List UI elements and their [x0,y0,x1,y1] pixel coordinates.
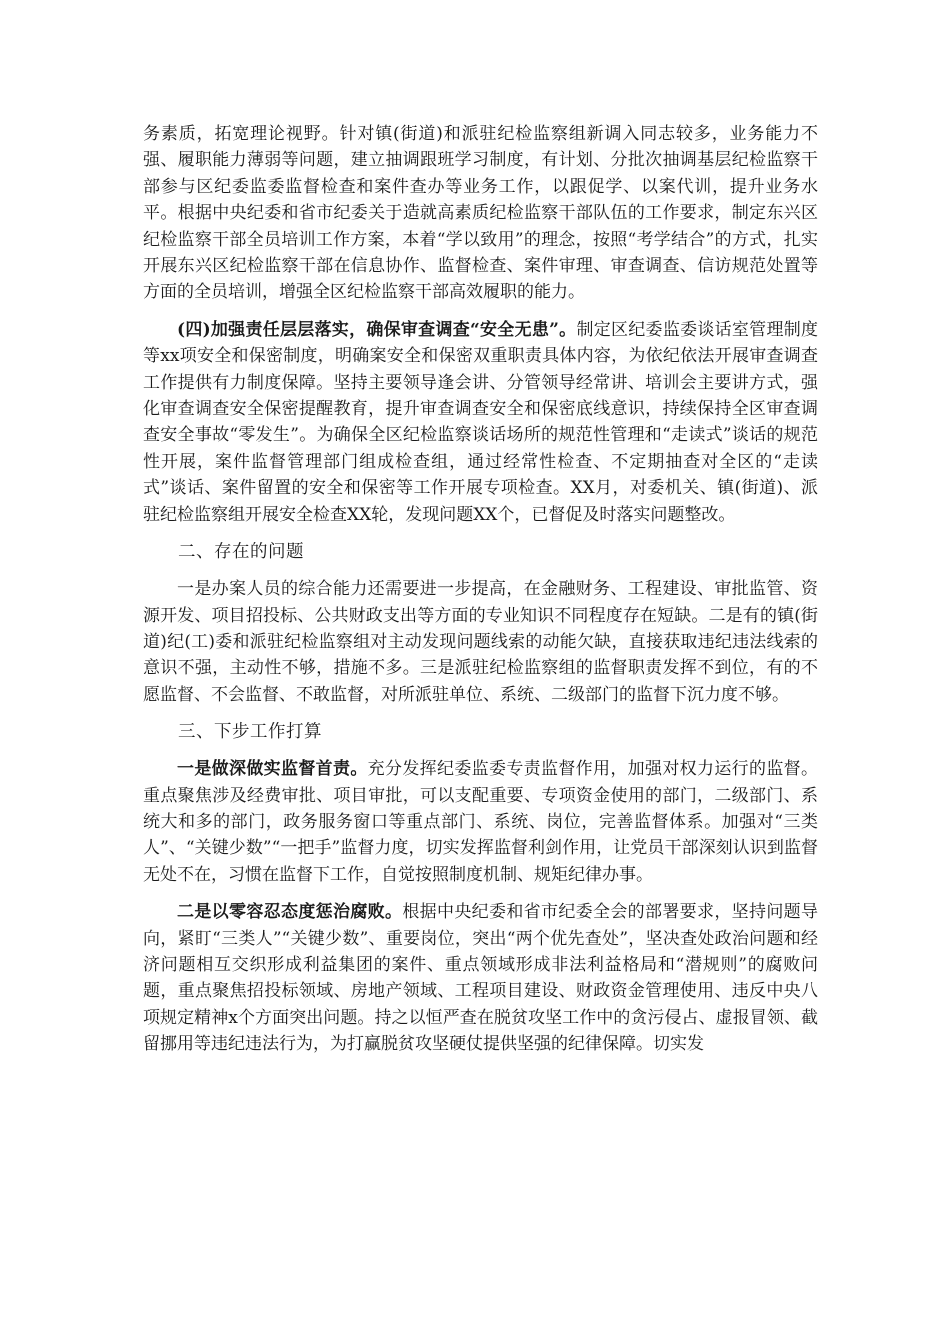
document-page [143,121,818,1058]
section-heading-next-steps: 三、下步工作打算 [178,722,322,743]
spacer [143,745,818,756]
paragraph-body: 制定区纪委监委谈话室管理制度等xx项安全和保密制度，明确案安全和保密双重职责具体内容，为依纪依法开展审查调查工作提供有力制度保障。坚持主要领导逢会讲、分管领导经常讲、培训会主要讲方式，强化审查调查安全保密提醒教育，提升审查调查安全和保密底线意识，持续保持全区审查调查安全事故“零发生”。为确保全区纪检监察谈话场所的规范性管理和“走读式”谈话的规范性开展，案件监督管理部门组成检查组，通过经常性检查、不定期抽查对全区的“走读式”谈话、案件留置的安全和保密等工作开展专项检查。XX月，对委机关、镇(街道)、派驻纪检监察组开展安全检查XX轮，发现问题XX个，已督促及时落实问题整改。 [143,319,818,525]
paragraph-problems: 一是办案人员的综合能力还需要进一步提高，在金融财务、工程建设、审批监管、资源开发、项目招投标、公共财政支出等方面的专业知识不同程度存在短缺。二是有的镇(街道)纪(工)委和派驻纪检监察组对主动发现问题线索的动能欠缺，直接获取违纪违法线索的意识不强，主动性不够，措施不多。三是派驻纪检监察组的监督职责发挥不到位，有的不愿监督、不会监督、不敢监督，对所派驻单位、系统、二级部门的监督下沉力度不够。 [143,579,818,705]
paragraph-lead: (四)加强责任层层落实，确保审查调查“安全无患”。 [177,319,577,340]
spacer [143,306,818,317]
paragraph-lead: 一是做深做实监督首责。 [177,759,368,780]
spacer [143,565,818,576]
paragraph-body: 根据中央纪委和省市纪委全会的部署要求，坚持问题导向，紧盯“三类人”“关键少数”、重要岗位，突出“两个优先查处”，坚决查处政治问题和经济问题相互交织形成利益集团的案件、重点领域形成非法利益格局和“潜规则”的腐败问题，重点聚焦招投标领域、房地产领域、工程项目建设、财政资金管理使用、违反中央八项规定精神x个方面突出问题。持之以恒严查在脱贫攻坚工作中的贪污侵占、虚报冒领、截留挪用等违纪违法行为，为打赢脱贫攻坚硬仗提供坚强的纪律保障。切实发 [143,902,819,1055]
paragraph-supervision [143,756,818,888]
paragraph-body: 充分发挥纪委监委专责监督作用，加强对权力运行的监督。重点聚焦涉及经费审批、项目审批，可以支配重要、专项资金使用的部门，二级部门、系统大和多的部门，政务服务窗口等重点部门、系统、岗位，完善监督体系。加强对“三类人”、“关键少数”“一把手”监督力度，切实发挥监督利剑作用，让党员干部深刻认识到监督无处不在，习惯在监督下工作，自觉按照制度机制、规矩纪律办事。 [143,759,819,885]
paragraph-training: 务素质，拓宽理论视野。针对镇(街道)和派驻纪检监察组新调入同志较多，业务能力不强、履职能力薄弱等问题，建立抽调跟班学习制度，有计划、分批次抽调基层纪检监察干部参与区纪委监委监督检查和案件查办等业务工作，以跟促学、以案代训，提升业务水平。根据中央纪委和省市纪委关于造就高素质纪检监察干部队伍的工作要求，制定东兴区纪检监察干部全员培训工作方案，本着“学以致用”的理念，按照“考学结合”的方式，扎实开展东兴区纪检监察干部在信息协作、监督检查、案件审理、审查调查、信访规范处置等方面的全员培训，增强全区纪检监察干部高效履职的能力。 [143,124,818,303]
paragraph-security [143,317,818,528]
spacer [143,888,818,899]
paragraph-anticorruption [143,899,818,1057]
spacer [143,528,818,539]
paragraph-lead: 二是以零容忍态度惩治腐败。 [177,902,403,923]
section-heading-problems: 二、存在的问题 [178,542,304,563]
spacer [143,708,818,719]
